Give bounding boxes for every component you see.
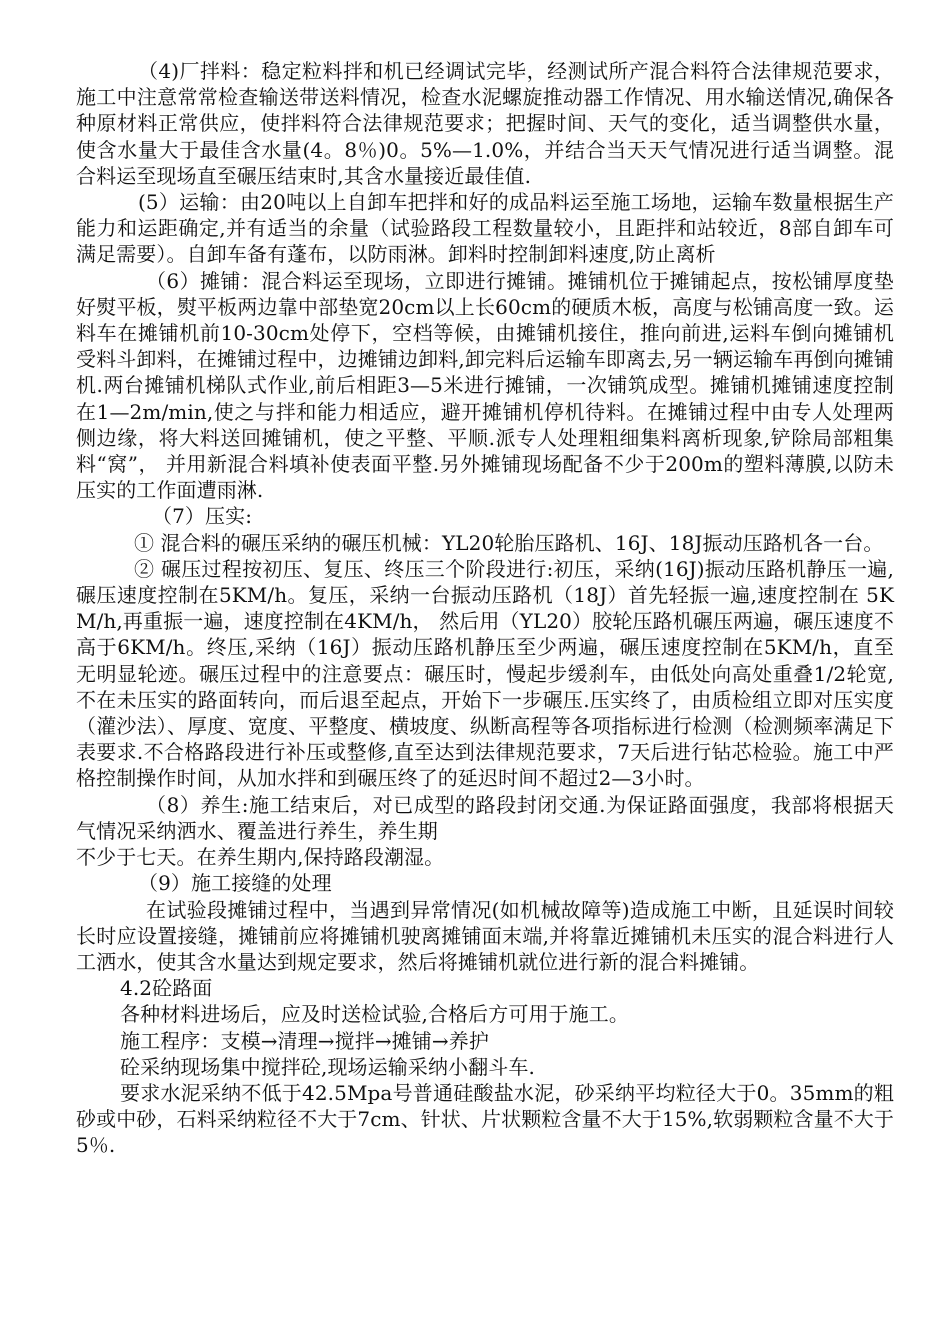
paragraph-curing-continued: 不少于七天。在养生期内,保持路段潮湿。 [76, 845, 445, 870]
heading-concrete-pavement: 4.2砼路面 [120, 976, 213, 1001]
paragraph-construction-procedure: 施工程序：支模→清理→搅拌→摊铺→养护 [120, 1028, 489, 1053]
paragraph-compaction-process: ② 碾压过程按初压、复压、终压三个阶段进行:初压，采纳(16J)振动压路机静压一遍,碾压速度控制在5KM/h。复压，采纳一台振动压路机（18J）首先轻振一遍,速度控制在 5KM/h,再重振一遍，速度控制在4KM/h， 然后用（YL20）胶轮压路机碾压两遍，碾压速度不高于6KM/h。终压,采纳（16J）振动压路机静压至少两遍，碾压速度控制在5KM/h，直至无明显轮迹。碾压过程中的注意要点：碾压时，慢起步缓刹车，由低处向高处重叠1/2轮宽,不在未压实的路面转向，而后退至起点，开始下一步碾压.压实终了，由质检组立即对压实度（灌沙法）、厚度、宽度、平整度、横坡度、纵断高程等各项指标进行检测（检测频率满足下表要求.不合格路段进行补压或整修,直至达到法律规范要求，7天后进行钻芯检验。施工中严格控制操作时间，从加水拌和到碾压终了的延迟时间不超过2—3小时。 [76, 556, 894, 791]
paragraph-curing: （8）养生:施工结束后，对已成型的路段封闭交通.为保证路面强度，我部将根据天气情况采纳洒水、覆盖进行养生，养生期 [76, 792, 894, 843]
paragraph-concrete-mixing: 砼采纳现场集中搅拌砼,现场运输采纳小翻斗车. [120, 1054, 535, 1079]
document-page [76, 58, 894, 1159]
paragraph-material-requirements: 要求水泥采纳不低于42.5Mpa号普通硅酸盐水泥，砂采纳平均粒径大于0。35mm的粗砂或中砂，石料采纳粒径不大于7cm、针状、片状颗粒含量不大于15%,软弱颗粒含量不大于5％. [76, 1080, 895, 1158]
paragraph-paving: （6）摊铺：混合料运至现场，立即进行摊铺。摊铺机位于摊铺起点，按松铺厚度垫好熨平板，熨平板两边靠中部垫宽20cm以上长60cm的硬质木板，高度与松铺高度一致。运料车在摊铺机前10-30cm处停下，空档等候，由摊铺机接住，推向前进,运料车倒向摊铺机受料斗卸料，在摊铺过程中，边摊铺边卸料,卸完料后运输车即离去,另一辆运输车再倒向摊铺机.两台摊铺机梯队式作业,前后相距3—5米进行摊铺，一次铺筑成型。摊铺机摊铺速度控制在1—2m/min,使之与拌和能力相适应，避开摊铺机停机待料。在摊铺过程中由专人处理两侧边缘，将大料送回摊铺机，使之平整、平顺.派专人处理粗细集料离析现象,铲除局部粗集料“窝”， 并用新混合料填补使表面平整.另外摊铺现场配备不少于200m的塑料薄膜,以防未压实的工作面遭雨淋. [76, 268, 894, 503]
paragraph-plant-mixing: （4)厂拌料：稳定粒料拌和机已经调试完毕，经测试所产混合料符合法律规范要求，施工中注意常常检查输送带送料情况，检查水泥螺旋推动器工作情况、用水输送情况,确保各种原材料正常供应，使拌料符合法律规范要求；把握时间、天气的变化，适当调整供水量，使含水量大于最佳含水量(4。8％)0。5%—1.0%，并结合当天天气情况进行适当调整。混合料运至现场直至碾压结束时,其含水量接近最佳值. [76, 59, 894, 188]
heading-construction-joint: （9）施工接缝的处理 [138, 871, 332, 896]
paragraph-compaction-machinery: ① 混合料的碾压采纳的碾压机械：YL20轮胎压路机、16J、18J振动压路机各一台。 [134, 530, 884, 555]
paragraph-material-inspection: 各种材料进场后，应及时送检试验,合格后方可用于施工。 [120, 1002, 629, 1027]
paragraph-construction-joint: 在试验段摊铺过程中，当遇到异常情况(如机械故障等)造成施工中断，且延误时间较长时应设置接缝，摊铺前应将摊铺机驶离摊铺面末端,并将靠近摊铺机未压实的混合料进行人工洒水，使其含水量达到规定要求，然后将摊铺机就位进行新的混合料摊铺。 [76, 897, 894, 974]
heading-compaction: （7）压实: [152, 504, 253, 529]
paragraph-transport: (5）运输：由20吨以上自卸车把拌和好的成品料运至施工场地，运输车数量根据生产能力和运距确定,并有适当的余量（试验路段工程数量较小，且距拌和站较近，8部自卸车可满足需要）。自卸车备有蓬布，以防雨淋。卸料时控制卸料速度,防止离析 [76, 190, 894, 267]
